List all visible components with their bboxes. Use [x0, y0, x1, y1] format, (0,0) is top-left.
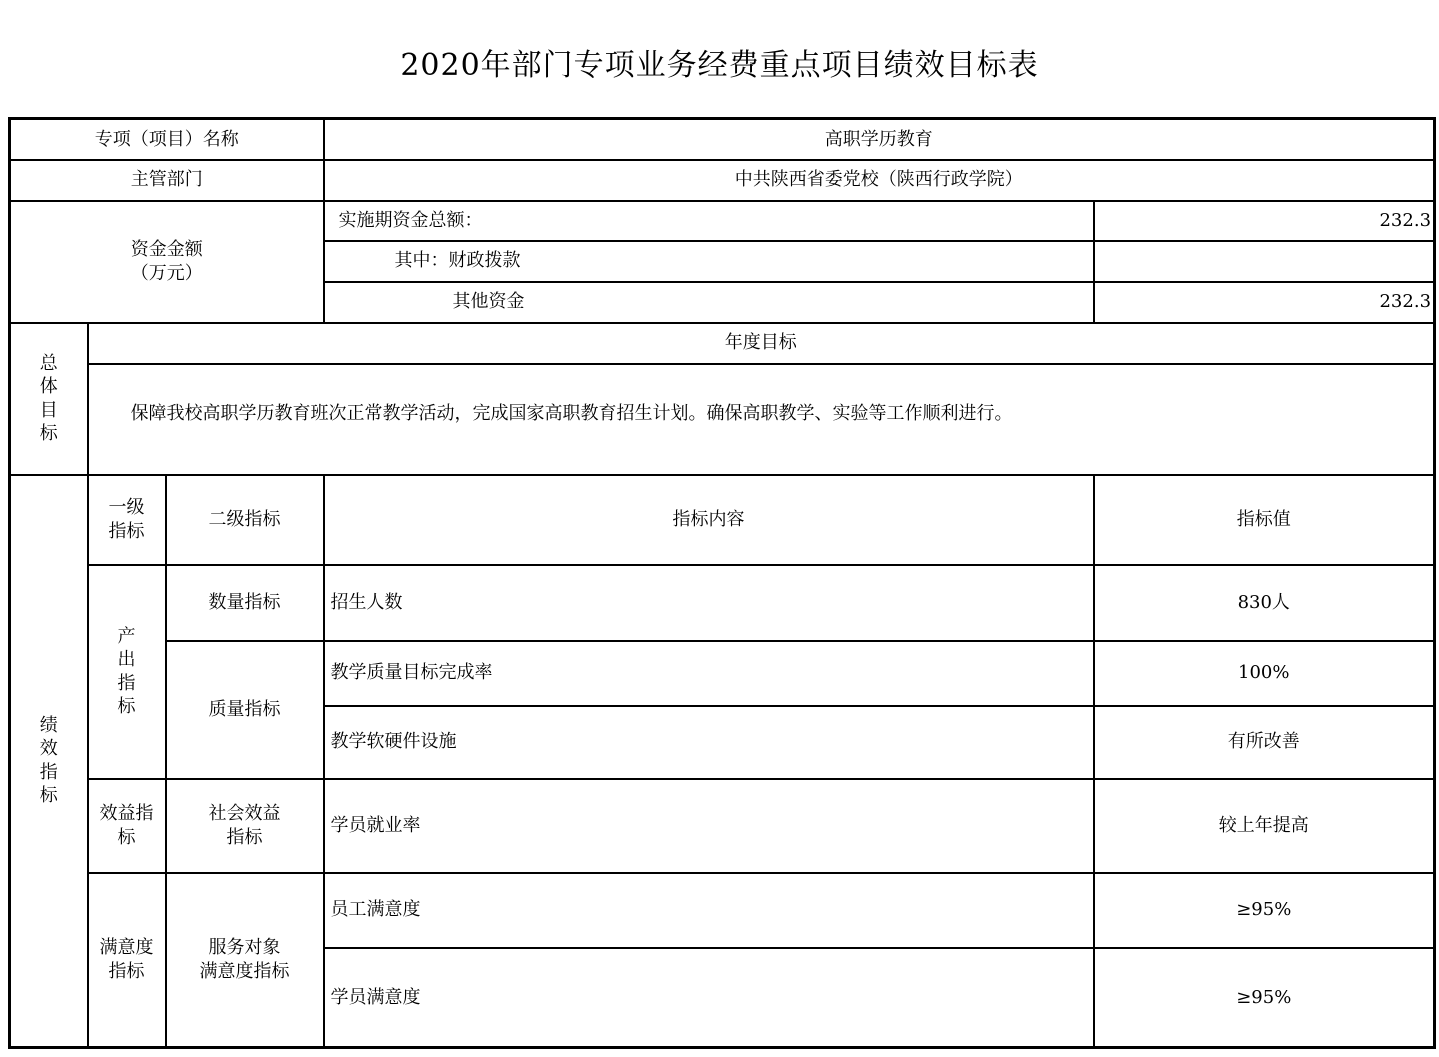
- funds-other-value: 232.3: [1094, 282, 1435, 323]
- table-row: [10, 641, 1435, 706]
- overall-goal-side-label: 总体目标: [10, 323, 88, 475]
- indicator-content: 员工满意度: [324, 873, 1094, 948]
- indicator-value: 100%: [1094, 641, 1435, 706]
- indicator-content: 学员满意度: [324, 948, 1094, 1048]
- satisfaction-level2-label: 服务对象 满意度指标: [166, 873, 324, 1048]
- table-row: [10, 779, 1435, 873]
- output-level1-label: 产出指标: [88, 565, 166, 779]
- goal-header-row: [10, 323, 1435, 364]
- page-title: 2020年部门专项业务经费重点项目绩效目标表: [400, 48, 1039, 83]
- goal-text-row: [10, 364, 1435, 475]
- level1-header: 一级 指标: [88, 475, 166, 565]
- indicator-value: 有所改善: [1094, 706, 1435, 779]
- level2-header: 二级指标: [166, 475, 324, 565]
- funds-total-value: 232.3: [1094, 201, 1435, 241]
- project-name-label: 专项（项目）名称: [10, 119, 324, 160]
- annual-goal-text: 保障我校高职学历教育班次正常教学活动，完成国家高职教育招生计划。确保高职教学、实验等工作顺利进行。: [88, 364, 1435, 475]
- benefit-level2-label: 社会效益 指标: [166, 779, 324, 873]
- funds-total-row: [10, 201, 1435, 241]
- funds-label-line2: （万元）: [130, 262, 203, 284]
- annual-goal-header: 年度目标: [88, 323, 1435, 364]
- funds-total-label: 实施期资金总额：: [324, 201, 1094, 241]
- content-header: 指标内容: [324, 475, 1094, 565]
- indicator-content: 学员就业率: [324, 779, 1094, 873]
- department-row: [10, 160, 1435, 201]
- funds-label: [10, 201, 324, 323]
- satisfaction-level1-label: 满意度 指标: [88, 873, 166, 1048]
- department-label: 主管部门: [10, 160, 324, 201]
- performance-goal-table: [8, 117, 1436, 1049]
- funds-label-line1: 资金金额: [130, 239, 203, 261]
- table-row: [10, 565, 1435, 641]
- value-header: 指标值: [1094, 475, 1435, 565]
- indicators-side-label: 绩效指标: [10, 475, 88, 1048]
- quantity-label: 数量指标: [166, 565, 324, 641]
- indicator-value: ≥95%: [1094, 873, 1435, 948]
- indicator-header-row: [10, 475, 1435, 565]
- department-value: 中共陕西省委党校（陕西行政学院）: [324, 160, 1435, 201]
- project-name-value: 高职学历教育: [324, 119, 1435, 160]
- indicator-value: ≥95%: [1094, 948, 1435, 1048]
- table-row: [10, 873, 1435, 948]
- funds-fiscal-value: [1094, 241, 1435, 282]
- funds-fiscal-label: 其中：财政拨款: [324, 241, 1094, 282]
- indicator-content: 教学质量目标完成率: [324, 641, 1094, 706]
- indicator-value: 830人: [1094, 565, 1435, 641]
- indicator-content: 招生人数: [324, 565, 1094, 641]
- benefit-level1-label: 效益指 标: [88, 779, 166, 873]
- indicator-content: 教学软硬件设施: [324, 706, 1094, 779]
- project-name-row: [10, 119, 1435, 160]
- indicator-value: 较上年提高: [1094, 779, 1435, 873]
- funds-other-label: 其他资金: [324, 282, 1094, 323]
- quality-label: 质量指标: [166, 641, 324, 779]
